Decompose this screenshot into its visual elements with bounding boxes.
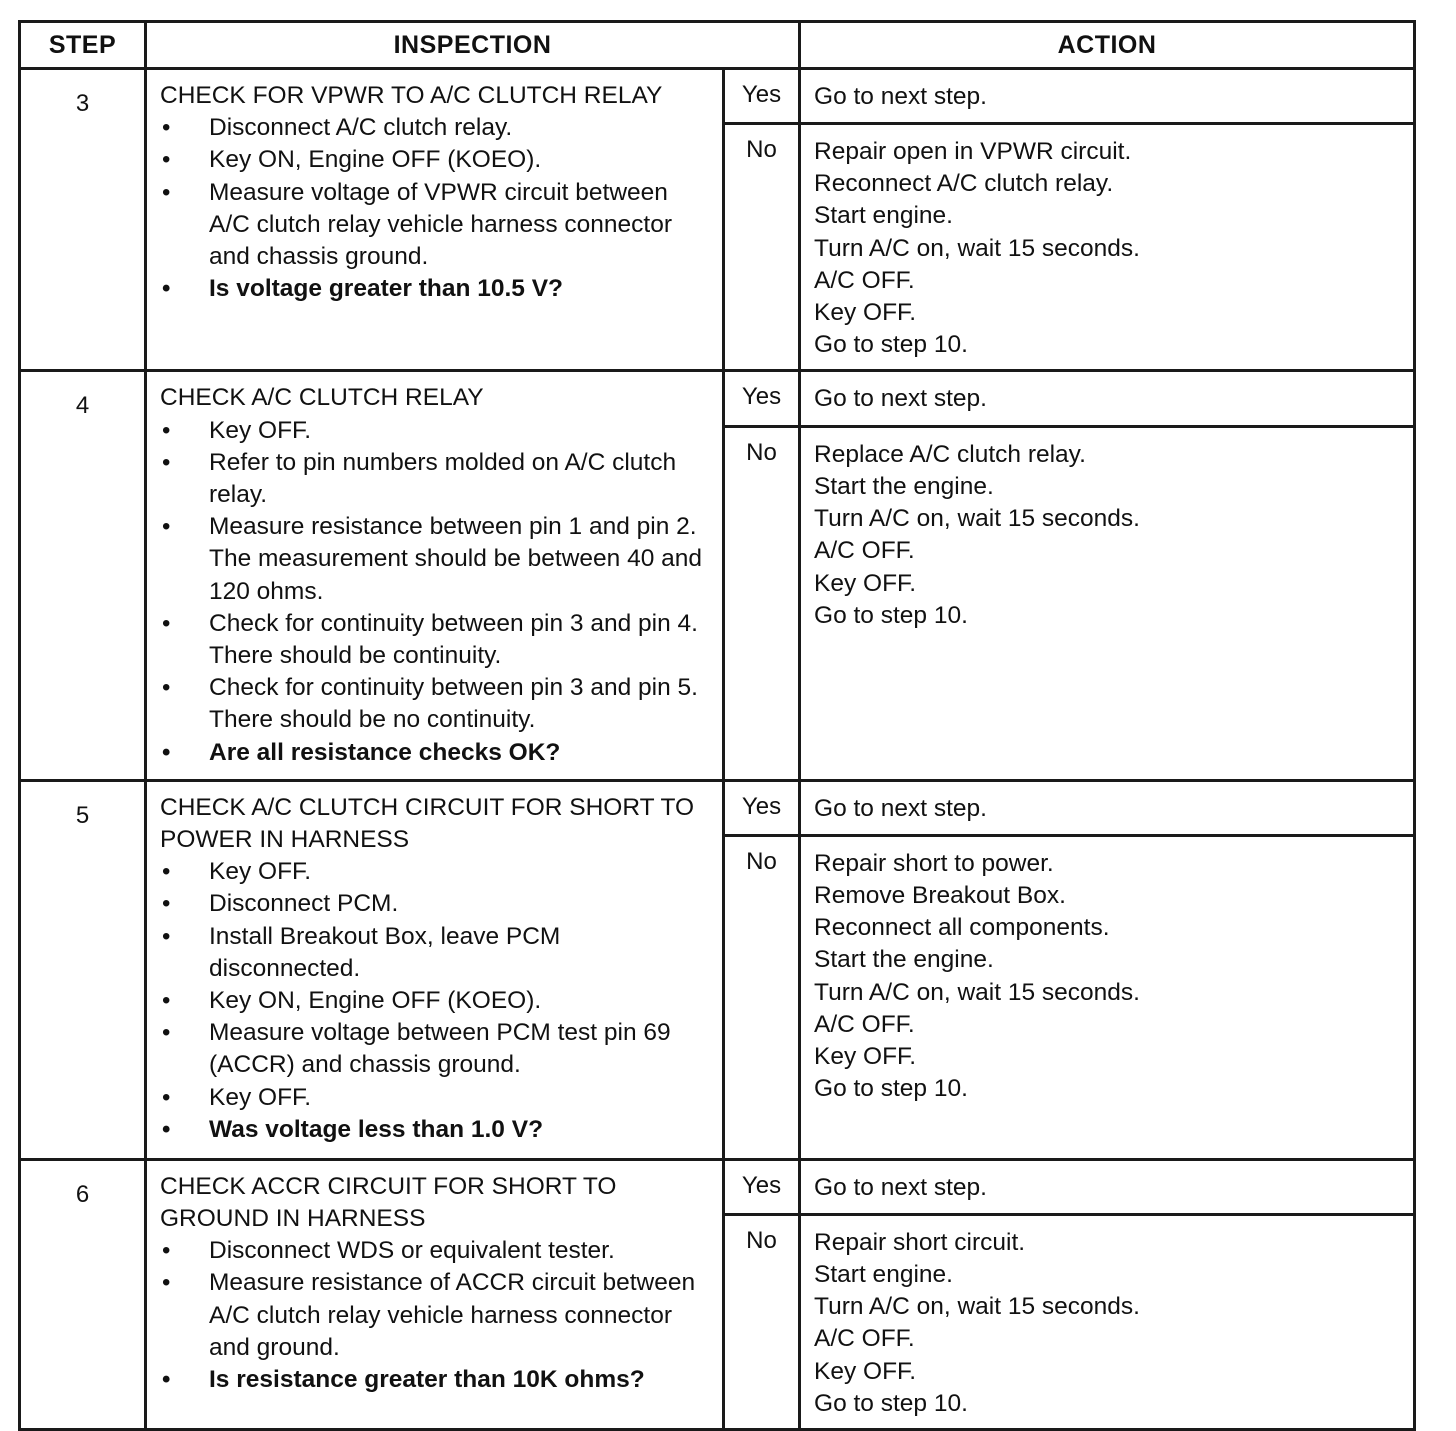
check-item: • Key ON, Engine OFF (KOEO).	[160, 144, 712, 176]
check-item: • Key OFF.	[160, 415, 712, 447]
no-label: No	[724, 835, 800, 1159]
action-line: Go to next step.	[814, 794, 987, 822]
check-item: • Measure resistance of ACCR circuit between A/C clutch relay vehicle harness connector and ground.	[160, 1267, 712, 1364]
check-list	[160, 856, 712, 1146]
step-number-cell	[20, 780, 146, 1159]
yes-action	[800, 69, 1415, 124]
action-line: Go to next step.	[814, 1173, 987, 1201]
step-row	[20, 371, 1415, 426]
step-row	[20, 69, 1415, 124]
no-actions	[800, 835, 1415, 1159]
action-line: Go to step 10.	[814, 1389, 968, 1417]
check-item: • Key ON, Engine OFF (KOEO).	[160, 985, 712, 1017]
action-line: Repair open in VPWR circuit.	[814, 138, 1132, 165]
no-label: No	[724, 426, 800, 780]
action-line: Start engine.	[814, 202, 953, 230]
action-header: ACTION	[800, 22, 1415, 69]
no-actions	[800, 124, 1415, 371]
action-line: Key OFF.	[814, 1357, 917, 1385]
check-item: • Key OFF.	[160, 856, 712, 888]
check-item: • Disconnect A/C clutch relay.	[160, 112, 712, 144]
step-number-cell	[20, 69, 146, 371]
action-line: Key OFF.	[814, 569, 917, 597]
inspection-cell	[146, 69, 724, 371]
no-label: No	[724, 124, 800, 371]
check-question: • Are all resistance checks OK?	[160, 737, 712, 769]
check-question: • Is voltage greater than 10.5 V?	[160, 273, 712, 305]
inspection-cell	[146, 1159, 724, 1429]
yes-action	[800, 780, 1415, 835]
inspection-cell	[146, 371, 724, 780]
yes-action	[800, 1159, 1415, 1214]
action-line: Replace A/C clutch relay.	[814, 440, 1086, 468]
action-line: Key OFF.	[814, 1043, 917, 1071]
action-line: A/C OFF.	[814, 266, 915, 294]
action-line: Reconnect A/C clutch relay.	[814, 170, 1114, 198]
check-item: • Check for continuity between pin 3 and pin 5. There should be no continuity.	[160, 672, 712, 736]
check-item: • Measure voltage between PCM test pin 69 (ACCR) and chassis ground.	[160, 1017, 712, 1081]
check-item: • Measure resistance between pin 1 and pin 2. The measurement should be between 40 and 120 ohms.	[160, 511, 712, 608]
check-question: • Is resistance greater than 10K ohms?	[160, 1364, 712, 1396]
step-number: 6	[75, 1180, 90, 1208]
step-number: 5	[75, 801, 90, 829]
action-line: Turn A/C on, wait 15 seconds.	[814, 234, 1140, 262]
check-item: • Measure voltage of VPWR circuit between A/C clutch relay vehicle harness connector and chassis ground.	[160, 177, 712, 274]
step-row	[20, 780, 1415, 835]
action-line: Turn A/C on, wait 15 seconds.	[814, 978, 1140, 1006]
inspection-title: CHECK ACCR CIRCUIT FOR SHORT TO GROUND IN HARNESS	[160, 1172, 617, 1233]
action-line: Turn A/C on, wait 15 seconds.	[814, 505, 1140, 533]
inspection-title: CHECK FOR VPWR TO A/C CLUTCH RELAY	[160, 82, 663, 109]
check-question: • Was voltage less than 1.0 V?	[160, 1114, 712, 1146]
step-header: STEP	[20, 22, 146, 69]
yes-label: Yes	[724, 69, 800, 124]
check-item: • Key OFF.	[160, 1082, 712, 1114]
check-item: • Check for continuity between pin 3 and pin 4. There should be continuity.	[160, 608, 712, 672]
check-list	[160, 112, 712, 305]
step-row	[20, 1159, 1415, 1214]
action-line: A/C OFF.	[814, 1010, 915, 1038]
no-label: No	[724, 1214, 800, 1429]
step-number: 3	[75, 90, 90, 117]
check-list	[160, 1235, 712, 1396]
yes-action	[800, 371, 1415, 426]
step-number-cell	[20, 1159, 146, 1429]
step-number-cell	[20, 371, 146, 780]
yes-label: Yes	[724, 371, 800, 426]
action-line: Go to step 10.	[814, 331, 968, 359]
action-line: A/C OFF.	[814, 537, 915, 565]
check-item: • Disconnect WDS or equivalent tester.	[160, 1235, 712, 1267]
action-line: Repair short to power.	[814, 849, 1054, 877]
action-line: Go to next step.	[814, 83, 987, 110]
action-line: Turn A/C on, wait 15 seconds.	[814, 1293, 1140, 1321]
action-line: Go to step 10.	[814, 601, 968, 629]
check-item: • Refer to pin numbers molded on A/C clutch relay.	[160, 447, 712, 511]
action-line: Repair short circuit.	[814, 1228, 1026, 1256]
action-line: Key OFF.	[814, 299, 917, 327]
yes-label: Yes	[724, 780, 800, 835]
header-row	[20, 22, 1415, 69]
action-line: Start engine.	[814, 1261, 953, 1289]
action-line: A/C OFF.	[814, 1325, 915, 1353]
inspection-cell	[146, 780, 724, 1159]
action-line: Start the engine.	[814, 473, 994, 501]
check-item: • Install Breakout Box, leave PCM disconnected.	[160, 921, 712, 985]
action-line: Start the engine.	[814, 946, 994, 974]
action-line: Reconnect all components.	[814, 914, 1110, 942]
diagnostic-table	[18, 20, 1416, 1431]
no-actions	[800, 1214, 1415, 1429]
yes-label: Yes	[724, 1159, 800, 1214]
action-line: Remove Breakout Box.	[814, 882, 1066, 910]
check-list	[160, 415, 712, 769]
no-actions	[800, 426, 1415, 780]
check-item: • Disconnect PCM.	[160, 888, 712, 920]
inspection-title: CHECK A/C CLUTCH RELAY	[160, 384, 484, 412]
action-line: Go to next step.	[814, 385, 987, 413]
action-line: Go to step 10.	[814, 1075, 968, 1103]
step-number: 4	[75, 392, 90, 420]
inspection-header: INSPECTION	[146, 22, 800, 69]
inspection-title: CHECK A/C CLUTCH CIRCUIT FOR SHORT TO POWER IN HARNESS	[160, 793, 695, 854]
